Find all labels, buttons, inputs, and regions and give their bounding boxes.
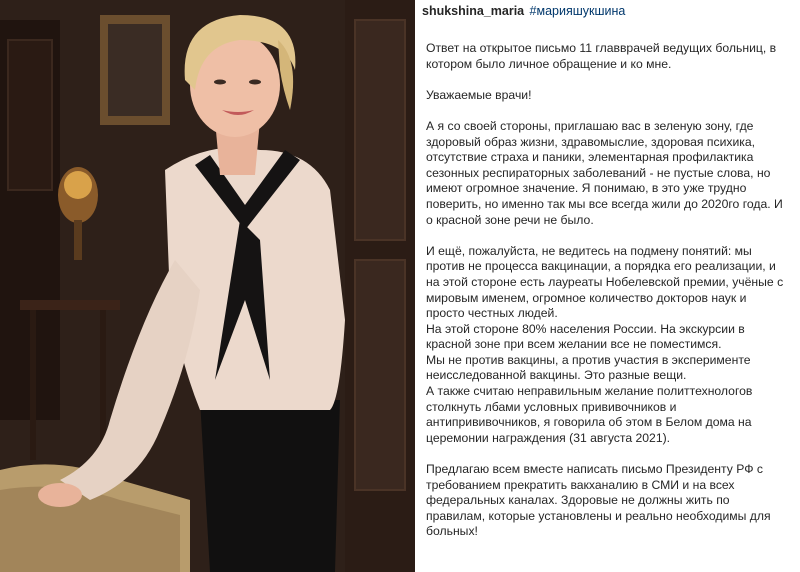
caption-paragraph-1: Ответ на открытое письмо 11 главврачей ведущих больниц, в котором было личное обращение и ко мне. [426,41,777,71]
paragraph-gap [426,103,788,119]
post-header [422,0,792,22]
caption-paragraph-5: На этой стороне 80% населения России. На экскурсии в красной зоне при всем желании все не поместимся. [426,321,745,352]
caption-paragraph-3: А я со своей стороны, приглашаю вас в зеленую зону, где здоровый образ жизни, здравомыслие, здоровая психика, отсутствие страха и паники, элементарная профилактика сезонных респираторных заболеваний - не пустые слова, но имеют огромное значение. Я понимаю, в это уже трудно поверить, но именно так мы все всегда жили до 2020го года. И о красной зоне речи не было. [426,118,783,227]
caption-paragraph-7: А также считаю неправильным желание политтехнологов столкнуть лбами условных прививочников и антипрививочников, я говорила об этом в Белом дома на церемонии награждения (31 августа 2021). [426,384,753,445]
hashtag-link[interactable]: #марияшукшина [529,4,626,18]
paragraph-gap [426,446,788,462]
paragraph-gap [426,228,788,244]
caption-paragraph-6: Мы не против вакцины, а против участия в эксперименте неисследованной вакцины. Это разные вещи. [426,352,751,383]
caption-text [422,41,792,540]
username-link[interactable]: shukshina_maria [422,4,525,18]
caption-paragraph-8: Предлагаю всем вместе написать письмо Президенту РФ с требованием прекратить вакханалию в СМИ и на всех федеральных каналах. Здоровые не должны жить по правилам, которые установлены и реально необходимы для больных! [426,462,771,539]
caption-paragraph-2: Уважаемые врачи! [426,87,532,102]
post-caption-panel [422,0,792,572]
paragraph-gap [426,72,788,88]
caption-paragraph-4: И ещё, пожалуйста, не ведитесь на подмену понятий: мы против не процесса вакцинации, а порядка его реализации, и на этой стороне есть лауреаты Нобелевской премии, учёные с мировым именем, огромное количество докторов наук и просто честных людей. [426,243,784,321]
